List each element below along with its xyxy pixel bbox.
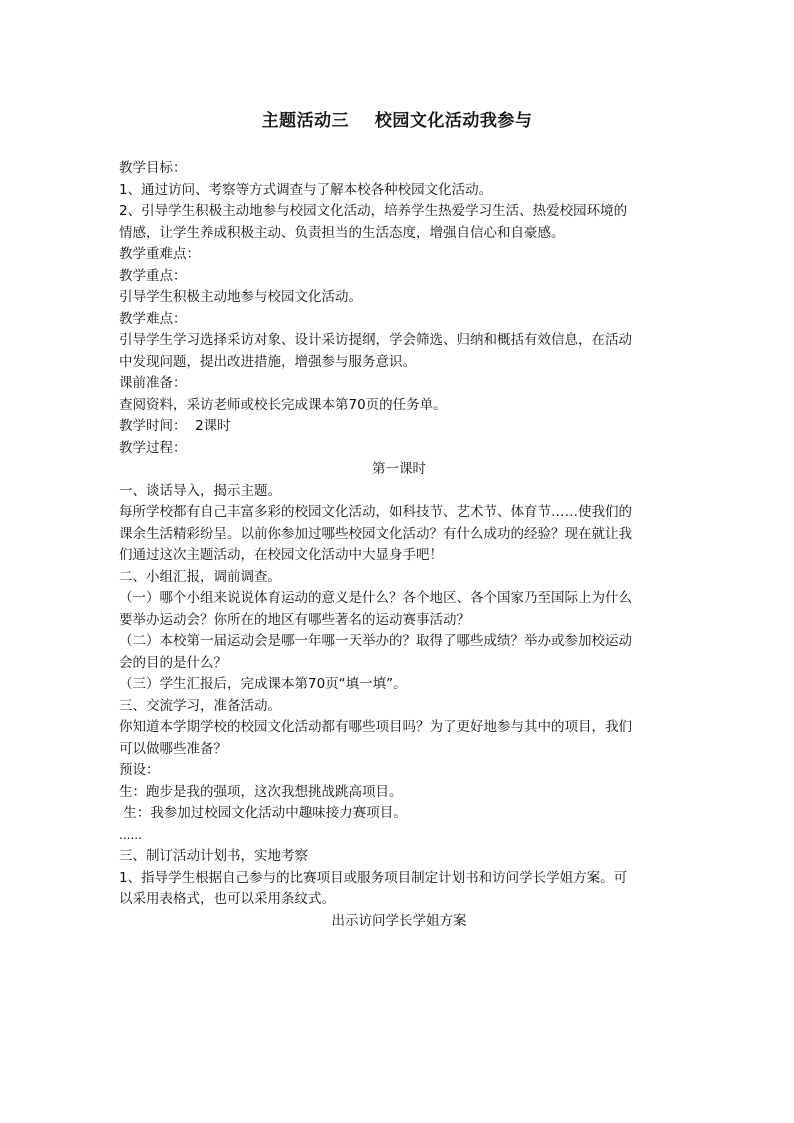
text-line: 1、通过访问、考察等方式调查与了解本校各种校园文化活动。 bbox=[119, 181, 493, 198]
ellipsis-line: ...... bbox=[119, 827, 142, 842]
text-line: 二、小组汇报，调前调查。 bbox=[119, 568, 281, 585]
text-line: 会的目的是什么？ bbox=[119, 654, 227, 671]
text-line: （一）哪个小组来说说体育运动的意义是什么？各个地区、各个国家乃至国际上为什么 bbox=[119, 590, 632, 606]
text-line: 教学过程： bbox=[119, 439, 187, 456]
text-line: 以采用表格式，也可以采用条纹式。 bbox=[119, 891, 335, 907]
text-line: 三、交流学习，准备活动。 bbox=[119, 697, 281, 714]
text-line: 课余生活精彩纷呈。以前你参加过哪些校园文化活动？有什么成功的经验？现在就让我 bbox=[119, 525, 632, 542]
text-line: 教学重难点： bbox=[119, 246, 200, 262]
text-line: 可以做哪些准备？ bbox=[119, 740, 227, 757]
text-line: 生：跑步是我的强项，这次我想挑战跳高项目。 bbox=[119, 783, 403, 800]
document-title: 主题活动三 校园文化活动我参与 bbox=[261, 111, 533, 131]
text-line: 每所学校都有自己丰富多彩的校园文化活动，如科技节、艺术节、体育节……使我们的 bbox=[119, 504, 632, 520]
text-line: 查阅资料，采访老师或校长完成课本第70页的任务单。 bbox=[119, 396, 447, 413]
text-line: 要举办运动会？你所在的地区有哪些著名的运动赛事活动？ bbox=[119, 611, 470, 628]
text-line: 课前准备： bbox=[119, 375, 187, 391]
text-line: 三、制订活动计划书，实地考察 bbox=[119, 848, 308, 864]
text-line: 们通过这次主题活动，在校园文化活动中大显身手吧！ bbox=[119, 547, 443, 563]
text-line: 教学目标： bbox=[119, 160, 187, 176]
text-line: 你知道本学期学校的校园文化活动都有哪些项目吗？为了更好地参与其中的项目，我们 bbox=[119, 719, 632, 735]
text-line: 中发现问题，提出改进措施，增强参与服务意识。 bbox=[119, 353, 416, 370]
text-line: 教学重点： bbox=[119, 267, 187, 284]
section-heading: 出示访问学长学姐方案 bbox=[331, 912, 467, 929]
text-line: （三）学生汇报后，完成课本第70页“填一填”。 bbox=[119, 676, 407, 692]
text-line: 一、谈话导入，揭示主题。 bbox=[119, 482, 281, 499]
text-line: 引导学生学习选择采访对象、设计采访提纲，学会筛选、归纳和概括有效信息，在活动 bbox=[119, 332, 632, 348]
text-line: 引导学生积极主动地参与校园文化活动。 bbox=[119, 289, 362, 305]
text-line: 预设： bbox=[119, 762, 160, 778]
text-line: （二）本校第一届运动会是哪一年哪一天举办的？取得了哪些成绩？举办或参加校运动 bbox=[119, 633, 632, 649]
text-line: 生：我参加过校园文化活动中趣味接力赛项目。 bbox=[119, 805, 407, 821]
text-line: 1、指导学生根据自己参与的比赛项目或服务项目制定计划书和访问学长学姐方案。可 bbox=[119, 869, 628, 886]
text-line: 2、引导学生积极主动地参与校园文化活动，培养学生热爱学习生活、热爱校园环境的 bbox=[119, 203, 628, 219]
text-line: 教学时间： 2课时 bbox=[119, 418, 231, 434]
document-body bbox=[119, 158, 679, 932]
section-heading: 第一课时 bbox=[372, 461, 426, 477]
text-line: 教学难点： bbox=[119, 310, 187, 327]
text-line: 情感，让学生养成积极主动、负责担当的生活态度，增强自信心和自豪感。 bbox=[119, 224, 565, 241]
